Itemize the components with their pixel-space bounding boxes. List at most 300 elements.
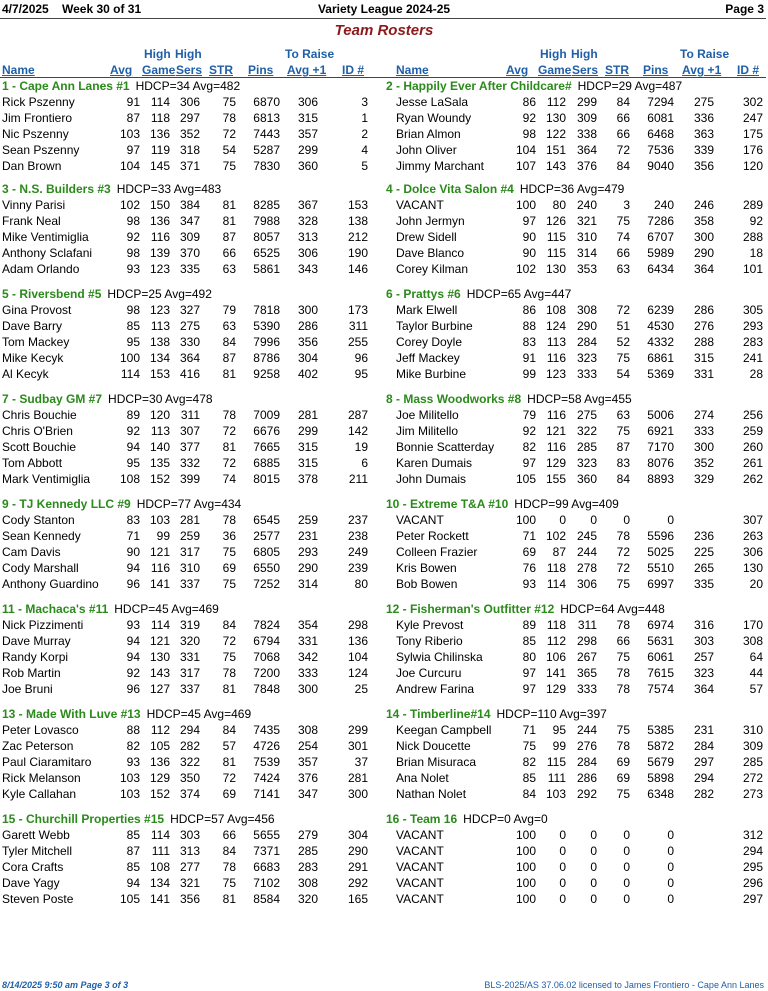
cell-high-game: 141 xyxy=(149,577,170,591)
cell-high-series: 347 xyxy=(179,214,200,228)
cell-strikes: 78 xyxy=(222,513,236,527)
cell-strikes: 3 xyxy=(623,198,630,212)
col-highgame: Game xyxy=(538,63,572,77)
cell-pins: 5510 xyxy=(647,561,674,575)
team-stats: HDCP=64 Avg=448 xyxy=(560,602,665,616)
player-name: Mark Ventimiglia xyxy=(2,472,91,486)
table-row xyxy=(384,318,767,334)
player-name: Al Kecyk xyxy=(2,367,49,381)
cell-high-series: 290 xyxy=(576,319,597,333)
team-block xyxy=(0,811,383,907)
cell-avg: 71 xyxy=(522,723,536,737)
table-row xyxy=(384,770,767,786)
player-name: Randy Korpi xyxy=(2,650,69,664)
cell-to-raise: 363 xyxy=(693,127,714,141)
cell-high-series: 298 xyxy=(576,634,597,648)
cell-high-game: 123 xyxy=(149,262,170,276)
table-row xyxy=(0,423,383,439)
cell-high-series: 353 xyxy=(576,262,597,276)
cell-high-game: 135 xyxy=(149,456,170,470)
cell-high-series: 323 xyxy=(576,351,597,365)
table-row xyxy=(384,407,767,423)
cell-strikes: 72 xyxy=(222,127,236,141)
cell-to-raise: 333 xyxy=(297,666,318,680)
cell-pins: 6997 xyxy=(647,577,674,591)
player-name: Corey Kilman xyxy=(396,262,469,276)
player-name: Dan Brown xyxy=(2,159,62,173)
player-name: John Jermyn xyxy=(396,214,465,228)
team-name: 12 - Fisherman's Outfitter #12 xyxy=(386,602,555,616)
cell-pins: 5679 xyxy=(647,755,674,769)
cell-pins: 7286 xyxy=(647,214,674,228)
cell-high-series: 333 xyxy=(576,682,597,696)
cell-high-game: 121 xyxy=(149,545,170,559)
cell-to-raise: 286 xyxy=(297,319,318,333)
col-avg: Avg xyxy=(110,63,133,77)
team-stats: HDCP=45 Avg=469 xyxy=(146,707,252,721)
table-row xyxy=(0,722,383,738)
cell-to-raise: 333 xyxy=(693,424,714,438)
cell-high-game: 112 xyxy=(546,95,566,109)
cell-high-series: 350 xyxy=(179,771,200,785)
team-stats: HDCP=58 Avg=455 xyxy=(527,392,632,406)
cell-id-number: 101 xyxy=(742,262,763,276)
cell-high-game: 0 xyxy=(559,844,566,858)
cell-pins: 6434 xyxy=(647,262,674,276)
cell-avg: 75 xyxy=(522,739,536,753)
cell-avg: 108 xyxy=(119,472,140,486)
cell-avg: 94 xyxy=(126,650,140,664)
cell-high-game: 136 xyxy=(149,127,170,141)
cell-pins: 6707 xyxy=(647,230,674,244)
table-row xyxy=(0,471,383,487)
cell-pins: 6081 xyxy=(647,111,674,125)
player-name: Dave Yagy xyxy=(2,876,60,890)
player-name: Sean Pszenny xyxy=(2,143,80,157)
cell-pins: 5369 xyxy=(647,367,674,381)
cell-strikes: 63 xyxy=(616,408,630,422)
league-name: Variety League 2024-25 xyxy=(317,2,451,16)
cell-id-number: 239 xyxy=(347,561,368,575)
player-name: Ryan Woundy xyxy=(396,111,472,125)
cell-strikes: 63 xyxy=(222,262,236,276)
team-heading xyxy=(0,286,383,302)
col-highsers: Sers xyxy=(176,63,203,77)
player-name: VACANT xyxy=(396,860,444,874)
cell-strikes: 75 xyxy=(222,577,236,591)
col-toraise: Avg +1 xyxy=(287,63,327,77)
cell-to-raise: 315 xyxy=(297,456,318,470)
cell-high-series: 322 xyxy=(576,424,597,438)
cell-high-series: 364 xyxy=(179,351,200,365)
cell-avg: 85 xyxy=(522,771,536,785)
cell-high-series: 0 xyxy=(590,844,597,858)
cell-avg: 88 xyxy=(126,723,140,737)
cell-id-number: 6 xyxy=(361,456,368,470)
player-name: Kris Bowen xyxy=(396,561,457,575)
cell-strikes: 66 xyxy=(616,111,630,125)
player-name: Jeff Mackey xyxy=(396,351,460,365)
cell-strikes: 57 xyxy=(222,739,236,753)
cell-id-number: 37 xyxy=(354,755,368,769)
table-row xyxy=(0,576,383,592)
table-row xyxy=(384,126,767,142)
cell-high-series: 370 xyxy=(179,246,200,260)
table-row xyxy=(384,245,767,261)
table-row xyxy=(384,158,767,174)
cell-high-game: 112 xyxy=(150,723,170,737)
table-row xyxy=(384,859,767,875)
team-stats: HDCP=36 Avg=479 xyxy=(519,182,625,196)
player-name: Cam Davis xyxy=(2,545,61,559)
table-row xyxy=(384,754,767,770)
cell-id-number: 5 xyxy=(361,159,368,173)
player-name: VACANT xyxy=(396,198,444,212)
cell-strikes: 72 xyxy=(616,143,630,157)
cell-avg: 69 xyxy=(522,545,536,559)
cell-high-game: 0 xyxy=(559,513,566,527)
cell-high-game: 136 xyxy=(149,755,170,769)
table-row xyxy=(0,875,383,891)
cell-avg: 104 xyxy=(119,159,140,173)
table-row xyxy=(384,471,767,487)
col-id: ID # xyxy=(737,63,760,77)
cell-high-series: 292 xyxy=(576,787,597,801)
cell-id-number: 104 xyxy=(347,650,368,664)
cell-id-number: 2 xyxy=(361,127,368,141)
cell-high-series: 335 xyxy=(179,262,200,276)
cell-high-series: 277 xyxy=(179,860,200,874)
table-row xyxy=(384,94,767,110)
footer-timestamp: 8/14/2025 9:50 am Page 3 of 3 xyxy=(2,980,129,990)
player-name: Taylor Burbine xyxy=(396,319,473,333)
cell-strikes: 81 xyxy=(222,214,236,228)
cell-avg: 105 xyxy=(515,472,536,486)
cell-id-number: 281 xyxy=(347,771,368,785)
cell-strikes: 75 xyxy=(616,424,630,438)
cell-to-raise: 335 xyxy=(693,577,714,591)
cell-id-number: 57 xyxy=(749,682,763,696)
cell-to-raise: 304 xyxy=(297,351,318,365)
team-heading xyxy=(0,601,383,617)
cell-strikes: 69 xyxy=(222,561,236,575)
col-str: STR xyxy=(209,63,233,77)
cell-high-series: 318 xyxy=(179,143,200,157)
cell-to-raise: 331 xyxy=(297,634,318,648)
cell-high-series: 319 xyxy=(179,618,200,632)
cell-id-number: 296 xyxy=(742,876,763,890)
cell-pins: 7443 xyxy=(253,127,280,141)
cell-to-raise: 275 xyxy=(693,95,714,109)
team-block xyxy=(0,391,383,487)
cell-to-raise: 356 xyxy=(693,159,714,173)
cell-high-series: 299 xyxy=(576,95,597,109)
team-stats: HDCP=110 Avg=397 xyxy=(496,707,607,721)
player-name: Jesse LaSala xyxy=(396,95,469,109)
cell-high-game: 151 xyxy=(545,143,566,157)
player-name: Andrew Farina xyxy=(396,682,475,696)
team-name: 9 - TJ Kennedy LLC #9 xyxy=(2,497,131,511)
cell-strikes: 69 xyxy=(616,771,630,785)
cell-high-game: 126 xyxy=(545,214,566,228)
cell-high-game: 143 xyxy=(149,666,170,680)
cell-high-series: 320 xyxy=(179,634,200,648)
cell-high-series: 303 xyxy=(179,828,200,842)
cell-to-raise: 357 xyxy=(297,127,318,141)
cell-high-game: 143 xyxy=(545,159,566,173)
player-name: Jim Frontiero xyxy=(2,111,73,125)
cell-id-number: 176 xyxy=(742,143,763,157)
table-row xyxy=(0,512,383,528)
cell-avg: 94 xyxy=(126,440,140,454)
cell-avg: 97 xyxy=(126,143,140,157)
cell-high-series: 245 xyxy=(576,529,597,543)
cell-pins: 5596 xyxy=(647,529,674,543)
table-row xyxy=(0,455,383,471)
cell-avg: 93 xyxy=(522,577,536,591)
cell-high-series: 360 xyxy=(576,472,597,486)
cell-high-game: 139 xyxy=(149,246,170,260)
cell-high-series: 308 xyxy=(576,303,597,317)
team-block xyxy=(384,496,767,592)
cell-pins: 6239 xyxy=(647,303,674,317)
team-stats: HDCP=99 Avg=409 xyxy=(514,497,619,511)
cell-strikes: 78 xyxy=(222,111,236,125)
page-header xyxy=(0,2,768,18)
cell-high-game: 129 xyxy=(545,456,566,470)
cell-pins: 0 xyxy=(667,860,674,874)
cell-high-game: 129 xyxy=(545,682,566,696)
cell-high-series: 416 xyxy=(179,367,200,381)
player-name: Rob Martin xyxy=(2,666,61,680)
cell-high-game: 103 xyxy=(149,513,170,527)
player-name: Tyler Mitchell xyxy=(2,844,73,858)
cell-id-number: 170 xyxy=(742,618,763,632)
cell-high-series: 0 xyxy=(590,892,597,906)
player-name: Cora Crafts xyxy=(2,860,64,874)
cell-to-raise: 231 xyxy=(297,529,318,543)
player-name: Joe Militello xyxy=(396,408,459,422)
table-row xyxy=(0,859,383,875)
team-block xyxy=(0,601,383,697)
footer-license: BLS-2025/AS 37.06.02 licensed to James Frontiero - Cape Ann Lanes xyxy=(484,980,764,990)
cell-id-number: 153 xyxy=(347,198,368,212)
cell-avg: 82 xyxy=(522,755,536,769)
cell-to-raise: 297 xyxy=(693,755,714,769)
table-row xyxy=(0,94,383,110)
table-row xyxy=(384,213,767,229)
cell-avg: 90 xyxy=(522,230,536,244)
table-row xyxy=(0,126,383,142)
column-header-right xyxy=(384,45,767,77)
table-row xyxy=(384,229,767,245)
cell-high-series: 278 xyxy=(576,561,597,575)
cell-to-raise: 315 xyxy=(693,351,714,365)
team-stats: HDCP=29 Avg=487 xyxy=(577,79,683,93)
table-row xyxy=(384,665,767,681)
cell-high-game: 113 xyxy=(150,319,170,333)
cell-to-raise: 342 xyxy=(297,650,318,664)
cell-to-raise: 288 xyxy=(693,335,714,349)
cell-strikes: 75 xyxy=(616,723,630,737)
cell-id-number: 293 xyxy=(742,319,763,333)
cell-strikes: 0 xyxy=(623,828,630,842)
cell-high-series: 297 xyxy=(179,111,200,125)
cell-strikes: 54 xyxy=(222,143,236,157)
cell-id-number: 25 xyxy=(354,682,368,696)
cell-to-raise: 236 xyxy=(693,529,714,543)
player-name: Scott Bouchie xyxy=(2,440,77,454)
cell-strikes: 51 xyxy=(616,319,630,333)
cell-id-number: 298 xyxy=(347,618,368,632)
table-row xyxy=(0,770,383,786)
cell-pins: 6545 xyxy=(253,513,280,527)
cell-high-series: 313 xyxy=(179,844,200,858)
col-highsers-top: High xyxy=(175,47,202,61)
cell-high-game: 106 xyxy=(545,650,566,664)
cell-pins: 0 xyxy=(667,513,674,527)
player-name: Kyle Callahan xyxy=(2,787,77,801)
cell-avg: 100 xyxy=(515,828,536,842)
cell-to-raise: 300 xyxy=(693,440,714,454)
cell-avg: 94 xyxy=(126,876,140,890)
cell-strikes: 63 xyxy=(616,262,630,276)
cell-id-number: 306 xyxy=(742,545,763,559)
cell-high-game: 99 xyxy=(552,739,566,753)
player-name: Corey Doyle xyxy=(396,335,463,349)
cell-avg: 88 xyxy=(522,319,536,333)
team-stats: HDCP=57 Avg=456 xyxy=(170,812,275,826)
cell-id-number: 288 xyxy=(742,230,763,244)
cell-strikes: 75 xyxy=(222,159,236,173)
player-name: Adam Orlando xyxy=(2,262,80,276)
team-name: 11 - Machaca's #11 xyxy=(2,602,109,616)
cell-high-game: 129 xyxy=(149,771,170,785)
cell-to-raise: 286 xyxy=(693,303,714,317)
cell-pins: 7371 xyxy=(253,844,280,858)
table-row xyxy=(0,245,383,261)
player-name: Mike Ventimiglia xyxy=(2,230,89,244)
table-row xyxy=(0,334,383,350)
cell-strikes: 72 xyxy=(616,545,630,559)
cell-pins: 7824 xyxy=(253,618,280,632)
cell-pins: 5872 xyxy=(647,739,674,753)
cell-high-game: 124 xyxy=(545,319,566,333)
cell-strikes: 78 xyxy=(616,682,630,696)
table-row xyxy=(384,528,767,544)
cell-avg: 92 xyxy=(126,666,140,680)
team-name: 16 - Team 16 xyxy=(386,812,458,826)
cell-strikes: 0 xyxy=(623,844,630,858)
cell-avg: 97 xyxy=(522,666,536,680)
page-title: Team Rosters xyxy=(334,22,434,39)
table-row xyxy=(384,423,767,439)
cell-id-number: 173 xyxy=(347,303,368,317)
table-row xyxy=(0,318,383,334)
table-row xyxy=(0,110,383,126)
table-row xyxy=(0,229,383,245)
cell-high-series: 285 xyxy=(576,440,597,454)
cell-strikes: 66 xyxy=(222,246,236,260)
cell-id-number: 287 xyxy=(347,408,368,422)
cell-avg: 90 xyxy=(126,545,140,559)
cell-pins: 8076 xyxy=(647,456,674,470)
cell-to-raise: 357 xyxy=(297,755,318,769)
cell-to-raise: 254 xyxy=(297,739,318,753)
cell-avg: 100 xyxy=(515,844,536,858)
cell-avg: 96 xyxy=(126,577,140,591)
cell-id-number: 255 xyxy=(347,335,368,349)
cell-pins: 7996 xyxy=(253,335,280,349)
cell-high-series: 322 xyxy=(179,755,200,769)
cell-to-raise: 281 xyxy=(297,408,318,422)
cell-high-game: 121 xyxy=(149,634,170,648)
player-name: Bob Bowen xyxy=(396,577,458,591)
cell-to-raise: 231 xyxy=(693,723,714,737)
cell-strikes: 84 xyxy=(222,335,236,349)
cell-strikes: 84 xyxy=(616,95,630,109)
cell-avg: 97 xyxy=(522,214,536,228)
col-toraise: Avg +1 xyxy=(682,63,722,77)
cell-high-series: 332 xyxy=(179,456,200,470)
cell-to-raise: 274 xyxy=(693,408,714,422)
cell-avg: 91 xyxy=(522,351,536,365)
table-row xyxy=(0,142,383,158)
cell-to-raise: 352 xyxy=(693,456,714,470)
cell-pins: 6921 xyxy=(647,424,674,438)
cell-id-number: 309 xyxy=(742,739,763,753)
cell-to-raise: 284 xyxy=(693,739,714,753)
cell-to-raise: 294 xyxy=(693,771,714,785)
team-block xyxy=(384,706,767,802)
table-row xyxy=(384,302,767,318)
cell-avg: 86 xyxy=(522,95,536,109)
table-row xyxy=(384,875,767,891)
cell-high-game: 116 xyxy=(546,351,566,365)
col-pins: Pins xyxy=(248,63,274,77)
player-name: VACANT xyxy=(396,892,444,906)
cell-high-game: 141 xyxy=(149,892,170,906)
cell-avg: 100 xyxy=(515,513,536,527)
cell-id-number: 142 xyxy=(347,424,368,438)
cell-avg: 92 xyxy=(126,424,140,438)
cell-pins: 0 xyxy=(667,876,674,890)
cell-high-game: 118 xyxy=(546,618,566,632)
cell-to-raise: 354 xyxy=(297,618,318,632)
cell-id-number: 263 xyxy=(742,529,763,543)
cell-high-game: 87 xyxy=(552,545,566,559)
team-block xyxy=(384,811,767,907)
team-block xyxy=(0,286,383,382)
cell-strikes: 78 xyxy=(616,739,630,753)
cell-pins: 7615 xyxy=(647,666,674,680)
cell-to-raise: 364 xyxy=(693,262,714,276)
cell-avg: 91 xyxy=(126,95,140,109)
cell-high-series: 337 xyxy=(179,682,200,696)
player-name: Mark Elwell xyxy=(396,303,458,317)
cell-id-number: 285 xyxy=(742,755,763,769)
table-row xyxy=(384,722,767,738)
cell-to-raise: 343 xyxy=(297,262,318,276)
cell-high-game: 0 xyxy=(559,892,566,906)
cell-high-game: 111 xyxy=(547,771,566,785)
cell-id-number: 19 xyxy=(354,440,368,454)
cell-strikes: 81 xyxy=(222,755,236,769)
table-row xyxy=(384,110,767,126)
cell-pins: 5655 xyxy=(253,828,280,842)
cell-high-series: 282 xyxy=(179,739,200,753)
cell-high-game: 80 xyxy=(552,198,566,212)
